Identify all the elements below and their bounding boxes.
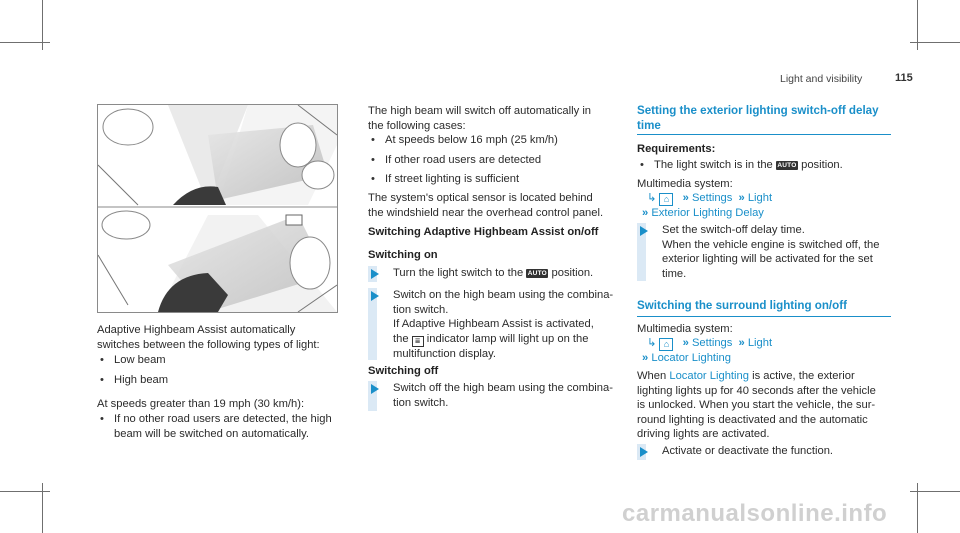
action-arrow-icon [640, 226, 648, 236]
multimedia-label: Multimedia system: [637, 323, 733, 335]
crop-mark [0, 42, 50, 43]
menu-locator-lighting[interactable]: Locator Lighting [651, 352, 731, 364]
requirements-title: Requirements: [637, 143, 716, 155]
highbeam-indicator-icon: ≣ [412, 336, 424, 347]
list-item: • The light switch is in the AUTO position. [637, 158, 897, 173]
menu-path-item [637, 351, 731, 366]
watermark: carmanualsonline.info [622, 500, 888, 527]
requirements-list [637, 158, 897, 173]
multimedia-label: Multimedia system: [637, 178, 733, 190]
list-item: • At speeds below 16 mph (25 km/h) [368, 133, 618, 148]
menu-settings[interactable]: Settings [691, 192, 733, 204]
page-number: 115 [895, 72, 913, 84]
home-icon[interactable]: ⌂ [659, 193, 673, 206]
heading-surround-lighting: Switching the surround lighting on/off [637, 299, 847, 312]
subsection-switching-on: Switching on [368, 249, 438, 261]
heading-underline [637, 134, 891, 135]
running-header: Light and visibility [780, 73, 863, 85]
heading-underline [637, 316, 891, 317]
action-arrow-icon [371, 384, 379, 394]
action-arrow-icon [371, 269, 379, 279]
locator-lighting-link[interactable]: Locator Lighting [669, 370, 749, 382]
subsection-switching-off: Switching off [368, 365, 439, 377]
crop-mark [0, 491, 50, 492]
step-turn-switch: Turn the light switch to the AUTO position. [368, 266, 628, 282]
action-arrow-icon [640, 447, 648, 457]
condition-list [97, 412, 347, 441]
section-heading: Switching Adaptive Highbeam Assist on/off [368, 226, 599, 238]
path-start-icon: ↳ [647, 192, 657, 204]
list-item: • If no other road users are detected, the high beam will be switched on automatically. [97, 412, 347, 441]
chevron-icon: » [682, 337, 689, 349]
menu-light[interactable]: Light [747, 192, 773, 204]
menu-path [637, 336, 772, 351]
auto-light-icon: AUTO [777, 162, 797, 169]
menu-settings[interactable]: Settings [691, 337, 733, 349]
step-set-delay: Set the switch-off delay time. When the vehicle engine is switched off, the exterior lighting will be activated for the set time. [637, 223, 902, 281]
light-types-list [97, 353, 337, 387]
step-switch-on-highbeam: Switch on the high beam using the combina- tion switch. If Adaptive Highbeam Assist is activated, the ≣ indicator lamp will light up on the multifunction display. [368, 288, 628, 360]
figure-illustration [97, 104, 338, 313]
crop-mark [910, 42, 960, 43]
highbeam-scene-graphic [98, 105, 337, 312]
menu-path [637, 191, 772, 206]
speed-paragraph: At speeds greater than 19 mph (30 km/h): [97, 398, 305, 410]
list-item: • If street lighting is sufficient [368, 172, 618, 187]
list-item: • High beam [97, 373, 337, 388]
menu-light[interactable]: Light [747, 337, 773, 349]
crop-mark [910, 491, 960, 492]
menu-path-item [637, 206, 764, 221]
menu-exterior-lighting-delay[interactable]: Exterior Lighting Delay [651, 207, 764, 219]
off-intro-paragraph: The high beam will switch off automatically in the following cases: [368, 105, 592, 132]
list-item: • If other road users are detected [368, 153, 618, 168]
chevron-icon: » [642, 207, 649, 219]
intro-paragraph: Adaptive Highbeam Assist automatically switches between the following types of light: [97, 324, 320, 351]
heading-switch-off-delay: Setting the exterior lighting switch-off delay time [637, 104, 879, 132]
step-activate-function: Activate or deactivate the function. [637, 444, 902, 460]
chevron-icon: » [738, 192, 745, 204]
locator-paragraph: When Locator Lighting is active, the exterior lighting lights up for 40 seconds after the vehicle is unlocked. When you start the vehicle, the sur- round lighting is deactivated and the automatic driving lights are activated. [637, 370, 876, 441]
sensor-paragraph: The system's optical sensor is located behind the windshield near the overhead control panel. [368, 192, 604, 219]
off-cases-list [368, 133, 618, 187]
path-start-icon: ↳ [647, 337, 657, 349]
chevron-icon: » [738, 337, 745, 349]
step-switch-off-highbeam: Switch off the high beam using the combina- tion switch. [368, 381, 628, 411]
list-item: • Low beam [97, 353, 337, 368]
chevron-icon: » [642, 352, 649, 364]
chevron-icon: » [682, 192, 689, 204]
auto-light-icon: AUTO [527, 270, 547, 277]
home-icon[interactable]: ⌂ [659, 338, 673, 351]
action-arrow-icon [371, 291, 379, 301]
